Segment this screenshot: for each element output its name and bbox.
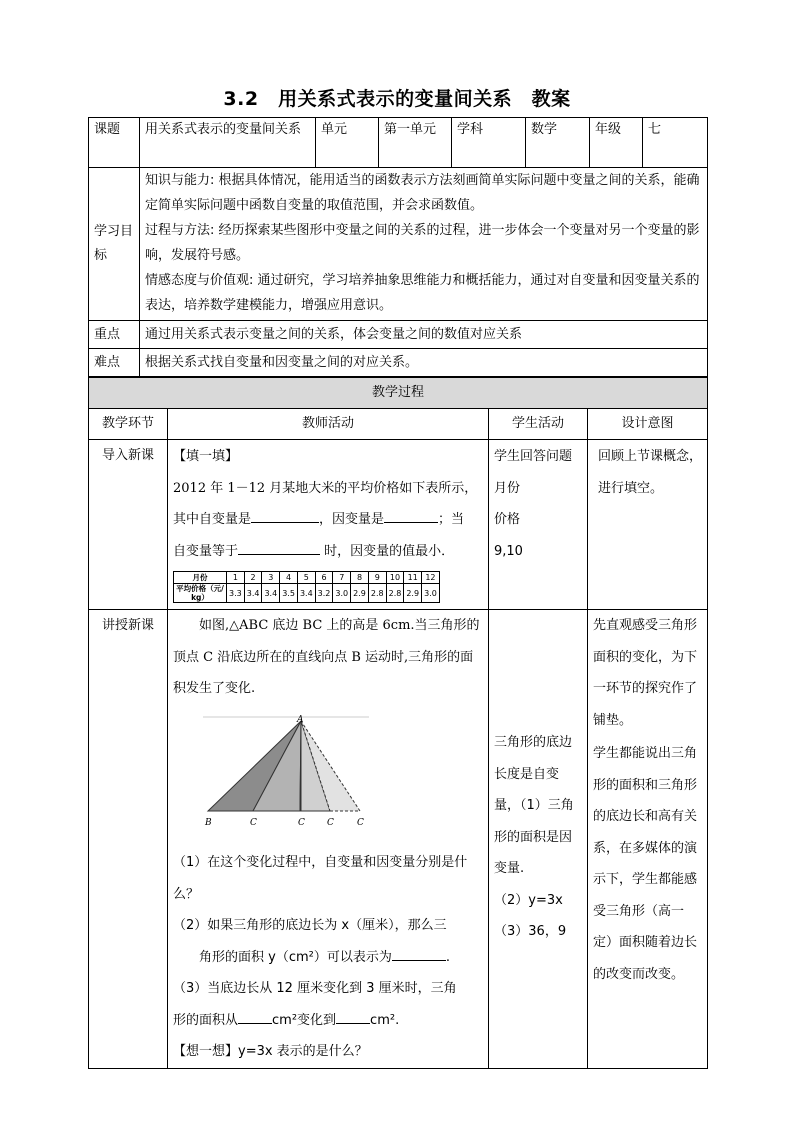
col-teacher: 教师活动 [168, 409, 489, 440]
price-cell: 2.9 [351, 584, 369, 603]
price-table [173, 571, 440, 603]
goal-knowledge: 知识与能力: 根据具体情况，能用适当的函数表示方法刻画简单实际问题中变量之间的关系，能确定简单实际问题中函数自变量的取值范围，并会求函数值。 [145, 173, 700, 213]
keypoint-value: 通过用关系式表示变量之间的关系，体会变量之间的数值对应关系 [140, 321, 708, 349]
price-cell: 3.4 [262, 584, 280, 603]
student-line: 学生回答问题 [494, 449, 573, 464]
price-cell: 2.8 [386, 584, 404, 603]
month-cell: 3 [262, 572, 280, 584]
blank-dependent [384, 508, 438, 523]
goal-process: 过程与方法: 经历探索某些图形中变量之间的关系的过程，进一步体会一个变量对另一个变量的影响，发展符号感。 [145, 223, 700, 263]
student-line: 月份 [494, 480, 521, 496]
blank-area-start [238, 1009, 272, 1024]
value-nianji: 七 [643, 118, 708, 168]
fill-text-a: 其中自变量是 [173, 512, 252, 527]
blank-month [238, 540, 320, 555]
design-text-2: 学生都能说出三角形的面积和三角形的底边长和高有关系，在多媒体的演示下，学生都能感受三角形（高一定）面积随着边长的改变而改变。 [593, 746, 698, 982]
label-C1: C [250, 817, 257, 828]
price-cell: 3.0 [333, 584, 351, 603]
value-keti: 用关系式表示的变量间关系 [140, 118, 316, 168]
price-row-label-month: 月份 [174, 572, 227, 584]
fill-line-1 [173, 504, 483, 536]
month-cell: 1 [227, 572, 245, 584]
fill-line-2 [173, 536, 483, 568]
blank-expression [392, 946, 446, 961]
student-activity-2 [489, 610, 588, 1069]
student-answer-1: 三角形的底边长度是自变量，（1）三角形的面积是因变量. [494, 735, 574, 876]
blank-independent [251, 508, 319, 523]
value-danyuan: 第一单元 [379, 118, 452, 168]
label-A: A [297, 714, 304, 725]
price-cell: 3.0 [422, 584, 440, 603]
label-nianji: 年级 [590, 118, 643, 168]
fill-text-c: ；当 [438, 512, 465, 527]
student-line: 9,10 [494, 543, 523, 559]
teacher-activity-2 [168, 610, 489, 1069]
price-cell: 2.9 [404, 584, 422, 603]
question-2b-text: 角形的面积 y（cm²）可以表示为 [199, 949, 392, 965]
goals-content [140, 168, 708, 321]
label-B: B [205, 817, 212, 828]
month-cell: 4 [280, 572, 298, 584]
price-cell: 3.4 [297, 584, 315, 603]
col-student: 学生活动 [489, 409, 588, 440]
question-3b [173, 1005, 483, 1037]
label-keypoint: 重点 [89, 321, 140, 349]
price-cell: 2.8 [368, 584, 386, 603]
month-cell: 10 [386, 572, 404, 584]
student-line: 价格 [494, 512, 521, 527]
triangle-intro: 如图,△ABC 底边 BC 上的高是 6cm.当三角形的顶点 C 沿底边所在的直线向点 B 运动时,三角形的面积发生了变化. [173, 618, 480, 696]
think-question: 【想一想】y=3x 表示的是什么？ [173, 1044, 368, 1059]
label-danyuan: 单元 [316, 118, 379, 168]
page-title: 3.2 用关系式表示的变量间关系 教案 [223, 88, 571, 110]
label-C2: C [298, 817, 305, 828]
question-3c-text: cm²变化到 [272, 1012, 337, 1028]
month-cell: 11 [404, 572, 422, 584]
month-cell: 6 [315, 572, 333, 584]
design-intent-2 [588, 610, 708, 1069]
blank-area-end [336, 1009, 370, 1024]
fill-text-b: ，因变量是 [319, 512, 385, 527]
month-cell: 2 [244, 572, 262, 584]
price-cell: 3.2 [315, 584, 333, 603]
price-cell: 3.3 [227, 584, 245, 603]
label-goals: 学习目标 [89, 168, 140, 321]
triangle-figure [203, 715, 483, 844]
fill-text-d: 自变量等于 [173, 543, 239, 559]
process-table [88, 377, 708, 1069]
question-2a: （2）如果三角形的底边长为 x（厘米），那么三 [173, 918, 447, 933]
label-xueke: 学科 [452, 118, 526, 168]
month-cell: 5 [297, 572, 315, 584]
month-cell: 9 [368, 572, 386, 584]
value-xueke: 数学 [526, 118, 590, 168]
month-cell: 8 [351, 572, 369, 584]
goal-emotion: 情感态度与价值观: 通过研究，学习培养抽象思维能力和概括能力，通过对自变量和因变量关系的表达，培养数学建模能力，增强应用意识。 [145, 273, 700, 313]
question-1: （1）在这个变化过程中，自变量和因变量分别是什么？ [173, 855, 468, 902]
triangle-diagram [203, 715, 369, 831]
question-3d-text: cm². [370, 1012, 400, 1028]
design-intent-1: 回顾上节课概念，进行填空。 [588, 440, 708, 610]
label-difficulty: 难点 [89, 349, 140, 377]
label-C3: C [327, 817, 334, 828]
label-C4: C [357, 817, 364, 828]
fill-text-e: 时，因变量的值最小． [324, 543, 455, 559]
fill-in-tag: 【填一填】 [173, 449, 239, 464]
col-stage: 教学环节 [89, 409, 168, 440]
month-cell: 12 [422, 572, 440, 584]
student-answer-2: （2）y=3x [494, 892, 563, 908]
question-2b: 角形的面积 y（cm²）可以表示为 . [173, 942, 483, 974]
teacher-activity-1 [168, 440, 489, 610]
price-cell: 3.4 [244, 584, 262, 603]
question-3a: （3）当底边长从 12 厘米变化到 3 厘米时，三角 [173, 981, 457, 996]
price-intro: 2012 年 1－12 月某地大米的平均价格如下表所示， [173, 480, 478, 496]
price-cell: 3.5 [280, 584, 298, 603]
question-3b-text: 形的面积从 [173, 1012, 239, 1028]
process-header: 教学过程 [89, 378, 708, 409]
student-answer-3: （3）36，9 [494, 924, 567, 939]
info-table [88, 117, 708, 377]
month-cell: 7 [333, 572, 351, 584]
student-activity-1 [489, 440, 588, 610]
label-keti: 课题 [89, 118, 140, 168]
stage-intro: 导入新课 [89, 440, 168, 610]
difficulty-value: 根据关系式找自变量和因变量之间的对应关系。 [140, 349, 708, 377]
stage-new-lesson: 讲授新课 [89, 610, 168, 1069]
col-design: 设计意图 [588, 409, 708, 440]
design-text-1: 先直观感受三角形面积的变化，为下一环节的探究作了铺垫。 [593, 618, 698, 728]
price-row-label-price: 平均价格（元/kg） [174, 584, 227, 603]
